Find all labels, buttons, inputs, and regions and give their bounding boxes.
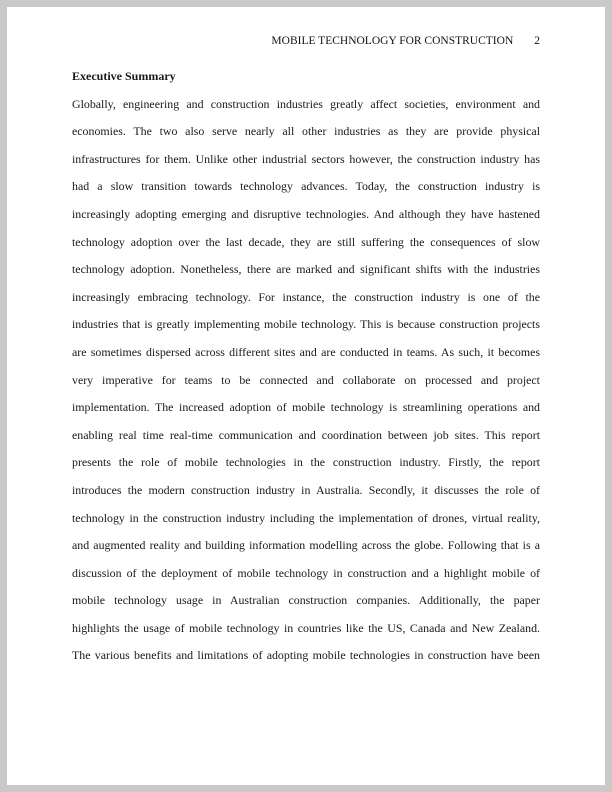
body-line: are sometimes dispersed across different sites and are conducted in teams. As such, it becomes — [72, 344, 540, 359]
page-number: 2 — [534, 35, 540, 47]
body-line: economies. The two also serve nearly all other industries as they are provide physical — [72, 124, 540, 139]
body-line: highlights the usage of mobile technology in countries like the US, Canada and New Zealand. — [72, 620, 540, 635]
page-content — [72, 63, 540, 670]
section-heading: Executive Summary — [72, 69, 176, 83]
body-line: mobile technology usage in Australian construction companies. Additionally, the paper — [72, 593, 540, 608]
body-line: introduces the modern construction industry in Australia. Secondly, it discusses the role of — [72, 482, 540, 497]
body-line: Globally, engineering and construction industries greatly affect societies, environment and — [72, 96, 540, 111]
body-line: had a slow transition towards technology advances. Today, the construction industry is — [72, 179, 540, 194]
body-line: increasingly adopting emerging and disruptive technologies. And although they have hastened — [72, 206, 540, 221]
paragraph — [72, 91, 540, 670]
body-line: infrastructures for them. Unlike other industrial sectors however, the construction industry has — [72, 151, 540, 166]
body-line: technology adoption over the last decade, they are still suffering the consequences of slow — [72, 234, 540, 249]
body-line: The various benefits and limitations of adopting mobile technologies in construction have been — [72, 648, 540, 663]
body-line: implementation. The increased adoption of mobile technology is streamlining operations and — [72, 400, 540, 415]
body-line: enabling real time real-time communication and coordination between job sites. This report — [72, 427, 540, 442]
running-head: MOBILE TECHNOLOGY FOR CONSTRUCTION — [271, 35, 514, 47]
body-line: very imperative for teams to be connected and collaborate on processed and project — [72, 372, 540, 387]
body-line: presents the role of mobile technologies in the construction industry. Firstly, the report — [72, 455, 540, 470]
body-line: and augmented reality and building information modelling across the globe. Following that is a — [72, 538, 540, 553]
body-line: technology adoption. Nonetheless, there are marked and significant shifts with the industries — [72, 262, 540, 277]
body-line: technology in the construction industry including the implementation of drones, virtual reality, — [72, 510, 540, 525]
page-header — [72, 35, 540, 48]
body-line: increasingly embracing technology. For instance, the construction industry is one of the — [72, 289, 540, 304]
body-line: industries that is greatly implementing mobile technology. This is because construction projects — [72, 317, 540, 332]
body-line: discussion of the deployment of mobile technology in construction and a highlight mobile of — [72, 565, 540, 580]
